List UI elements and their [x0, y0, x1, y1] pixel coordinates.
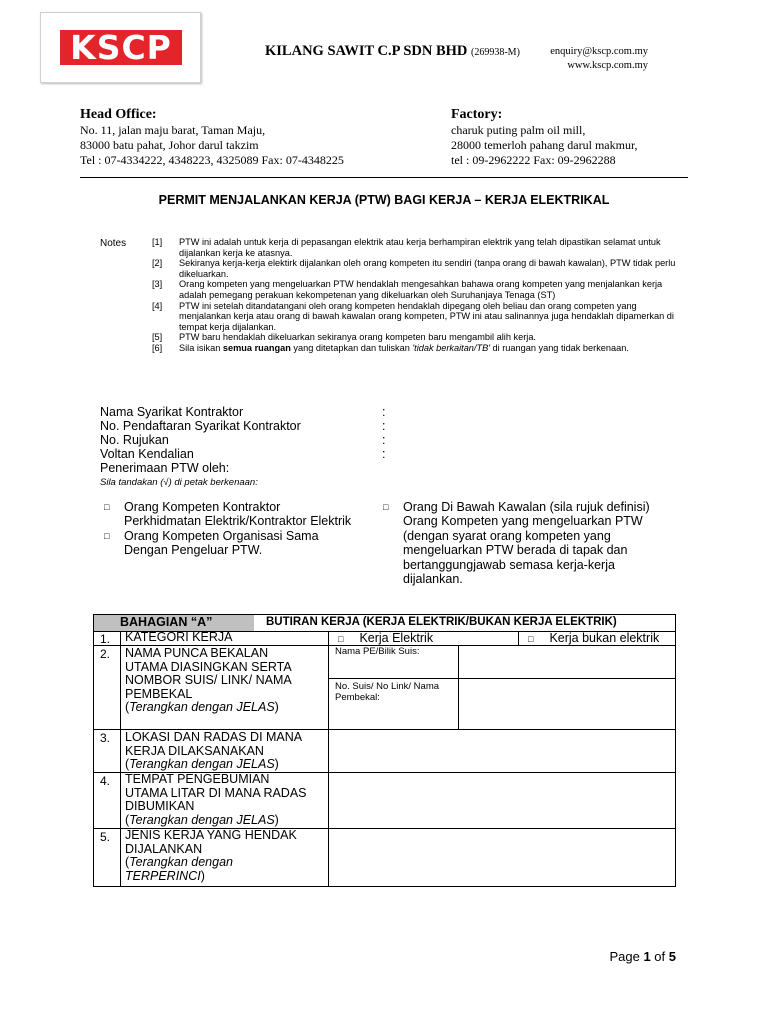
- header-divider: [80, 177, 688, 178]
- checkbox-hint: Sila tandakan (√) di petak berkenaan:: [100, 477, 258, 488]
- row-label-note: (Terangkan dengan: [125, 855, 233, 869]
- head-office-address: [80, 107, 344, 168]
- field-colon: :: [382, 419, 386, 433]
- row-label-line: DIBUMIKAN: [125, 799, 195, 813]
- row-label-line: UTAMA LITAR DI MANA RADAS: [125, 785, 307, 800]
- note-text: Sekiranya kerja-kerja elektirk dijalankan oleh orang kompeten itu sendiri (tanpa orang di bawah kawalan), PTW tidak perlu dikeluarkan.: [179, 258, 676, 279]
- row-number: 1.: [100, 632, 111, 646]
- table-rule: [328, 631, 329, 886]
- note-item: [152, 237, 682, 258]
- field-reference-no[interactable]: [100, 433, 390, 447]
- note-item: [152, 332, 682, 343]
- option-label: (dengan syarat orang kompeten yang: [403, 528, 611, 543]
- row-label-line: DIJALANKAN: [125, 841, 203, 856]
- row-note-text: TERPERINCI: [125, 868, 201, 883]
- head-office-line3: Tel : 07-4334222, 4348223, 4325089 Fax: 07-4348225: [80, 153, 344, 167]
- field-colon: :: [382, 405, 386, 419]
- factory-address: [451, 107, 637, 168]
- option-label: Kerja bukan elektrik: [549, 631, 660, 645]
- row-number: 5.: [100, 830, 111, 844]
- field-label: Voltan Kendalian: [100, 447, 194, 461]
- note-text: PTW baru hendaklah dikeluarkan sekiranya orang kompeten baru mengambil alih kerja.: [179, 332, 536, 343]
- factory-title: Factory:: [451, 107, 503, 122]
- head-office-line1: No. 11, jalan maju barat, Taman Maju,: [80, 123, 266, 137]
- option-electrical-work[interactable]: [338, 632, 433, 647]
- row-label-supply-source: [125, 647, 325, 715]
- section-a-header: [94, 615, 254, 631]
- note-item: [152, 258, 682, 279]
- page-total: 5: [668, 949, 676, 964]
- page-word: Page: [609, 949, 644, 964]
- option-label: Dengan Pengeluar PTW.: [124, 543, 263, 558]
- row-label-earthing: [125, 773, 325, 827]
- option-under-supervision[interactable]: [383, 500, 673, 587]
- page-number: [609, 949, 676, 964]
- company-logo: [40, 12, 201, 83]
- checkbox-icon[interactable]: □: [104, 531, 110, 541]
- row-label-note: (Terangkan dengan JELAS): [125, 700, 279, 714]
- notes-list: [152, 237, 682, 354]
- row-number: 4.: [100, 774, 111, 788]
- row-label-line: PEMBEKAL: [125, 686, 193, 701]
- note-text-italic: 'tidak berkaitan/TB': [412, 342, 490, 353]
- field-colon: :: [382, 433, 386, 447]
- row-note-text: Terangkan dengan: [129, 855, 233, 869]
- table-rule: [518, 631, 519, 645]
- note-number: [2]: [152, 258, 163, 269]
- row-label-line: UTAMA DIASINGKAN SERTA: [125, 659, 292, 674]
- row-label-line: TEMPAT PENGEBUMIAN: [125, 772, 270, 786]
- row-label-line: KERJA DILAKSANAKAN: [125, 743, 264, 758]
- option-label: Orang Kompeten Organisasi Sama: [124, 529, 319, 543]
- checkbox-icon[interactable]: □: [528, 634, 534, 644]
- field-voltage[interactable]: [100, 447, 390, 461]
- contractor-fields: [100, 405, 390, 490]
- sub-label-switch-no: [335, 681, 439, 703]
- note-text-part: yang ditetapkan dan tuliskan: [290, 342, 413, 353]
- notes-label: Notes: [100, 238, 127, 249]
- company-contact: [550, 45, 648, 73]
- row-label-note: (Terangkan dengan JELAS): [125, 812, 279, 827]
- row-label-work-category: KATEGORI KERJA: [125, 630, 233, 644]
- note-text: PTW ini setelah ditandatangani oleh orang kompeten hendaklah dipegang oleh beliau dan orang competen yang menjalankan kerja atau orang di bawah kawalan orang kompeten, PTW ini atau salinannya juga hendaklah dipamerkan di tempat kerja dijalankan.: [179, 300, 674, 332]
- field-ptw-acceptance: [100, 461, 390, 475]
- field-contractor-name[interactable]: [100, 405, 390, 419]
- sub-label-line: Pembekal:: [335, 692, 380, 703]
- table-rule: [328, 678, 675, 679]
- field-label: Penerimaan PTW oleh:: [100, 461, 230, 475]
- field-contractor-reg-no[interactable]: [100, 419, 390, 433]
- table-rule: [120, 631, 121, 886]
- row-number: 2.: [100, 647, 111, 661]
- section-a-title: BUTIRAN KERJA (KERJA ELEKTRIK/BUKAN KERJA ELEKTRIK): [266, 616, 617, 628]
- note-text: PTW ini adalah untuk kerja di pepasangan elektrik atau kerja berhampiran elektrik yang telah dipastikan selamat untuk dijalankan kerja ke atasnya.: [179, 237, 661, 258]
- note-item: [152, 279, 682, 300]
- row-label-location: [125, 731, 325, 772]
- note-text: Orang kompeten yang mengeluarkan PTW hendaklah mengesahkan bahawa orang kompeten yang menjalankan kerja adalah pemegang perakuan kekompetenan yang dikeluarkan oleh Suruhanjaya Tenaga (ST): [179, 279, 663, 300]
- field-colon: :: [382, 447, 386, 461]
- note-text-bold: semua ruangan: [222, 342, 291, 353]
- row-label-line: NOMBOR SUIS/ LINK/ NAMA: [125, 673, 292, 687]
- row-label-line: NAMA PUNCA BEKALAN: [125, 646, 269, 660]
- row-label-line: LOKASI DAN RADAS DI MANA: [125, 730, 303, 744]
- sub-label-switch-room: Nama PE/Bilik Suis:: [335, 646, 420, 657]
- head-office-line2: 83000 batu pahat, Johor darul takzim: [80, 138, 259, 152]
- note-text-part: di ruangan yang tidak berkenaan.: [489, 342, 629, 353]
- factory-line1: charuk puting palm oil mill,: [451, 123, 586, 137]
- note-number: [5]: [152, 332, 163, 343]
- option-label: Orang Di Bawah Kawalan (sila rujuk definisi): [403, 500, 650, 514]
- row-label-line: JENIS KERJA YANG HENDAK: [125, 828, 297, 842]
- company-website[interactable]: www.kscp.com.my: [567, 60, 648, 71]
- company-name: [265, 43, 520, 60]
- factory-line3: tel : 09-2962222 Fax: 09-2962288: [451, 153, 616, 167]
- field-label: Nama Syarikat Kontraktor: [100, 405, 244, 419]
- note-text-part: Sila isikan: [179, 342, 223, 353]
- row-label-note: (Terangkan dengan JELAS): [125, 757, 279, 771]
- option-label: bertanggungjawab semasa kerja-kerja: [403, 557, 615, 572]
- row-label-work-type: [125, 829, 325, 883]
- section-a-label: BAHAGIAN “A”: [120, 615, 213, 629]
- row-number: 3.: [100, 731, 111, 745]
- option-contractor-competent[interactable]: [104, 500, 374, 529]
- option-label: Orang Kompeten Kontraktor: [124, 500, 281, 514]
- note-number: [4]: [152, 300, 163, 311]
- logo-red-panel: [60, 30, 182, 65]
- option-same-organisation[interactable]: [104, 529, 374, 558]
- company-reg-no: (269938-M): [471, 47, 520, 58]
- option-label: Orang Kompeten yang mengeluarkan PTW: [403, 514, 643, 529]
- option-label: Perkhidmatan Elektrik/Kontraktor Elektrik: [124, 514, 352, 529]
- option-non-electrical-work[interactable]: [528, 632, 659, 647]
- row-note-text: Terangkan dengan JELAS: [129, 757, 275, 771]
- note-item: [152, 301, 682, 333]
- note-item: [152, 343, 682, 354]
- field-label: No. Pendaftaran Syarikat Kontraktor: [100, 419, 301, 433]
- checkbox-icon[interactable]: □: [338, 634, 344, 644]
- page-current: 1: [643, 949, 651, 964]
- company-email[interactable]: enquiry@kscp.com.my: [550, 46, 648, 57]
- option-label: mengeluarkan PTW berada di tapak dan: [403, 543, 628, 558]
- option-label: Kerja Elektrik: [359, 631, 434, 645]
- sub-label-line: No. Suis/ No Link/ Nama: [335, 681, 440, 692]
- checkbox-icon[interactable]: □: [104, 502, 110, 512]
- note-number: [6]: [152, 342, 163, 353]
- logo-text: KSCP: [70, 28, 172, 67]
- checkbox-icon[interactable]: □: [383, 502, 389, 512]
- company-name-text: KILANG SAWIT C.P SDN BHD: [265, 43, 468, 59]
- work-details-table: [93, 614, 676, 887]
- page-of: of: [650, 949, 669, 964]
- note-number: [1]: [152, 237, 163, 247]
- note-text: [179, 343, 682, 354]
- table-rule: [458, 645, 459, 729]
- option-label: dijalankan.: [403, 572, 463, 587]
- row-label-note: TERPERINCI): [125, 868, 205, 883]
- row-note-text: Terangkan dengan JELAS: [129, 700, 275, 714]
- row-note-text: Terangkan dengan JELAS: [129, 812, 275, 827]
- note-number: [3]: [152, 279, 163, 290]
- document-title: PERMIT MENJALANKAN KERJA (PTW) BAGI KERJA – KERJA ELEKTRIKAL: [158, 193, 610, 207]
- field-label: No. Rujukan: [100, 433, 169, 447]
- factory-line2: 28000 temerloh pahang darul makmur,: [451, 138, 638, 152]
- head-office-title: Head Office:: [80, 107, 157, 122]
